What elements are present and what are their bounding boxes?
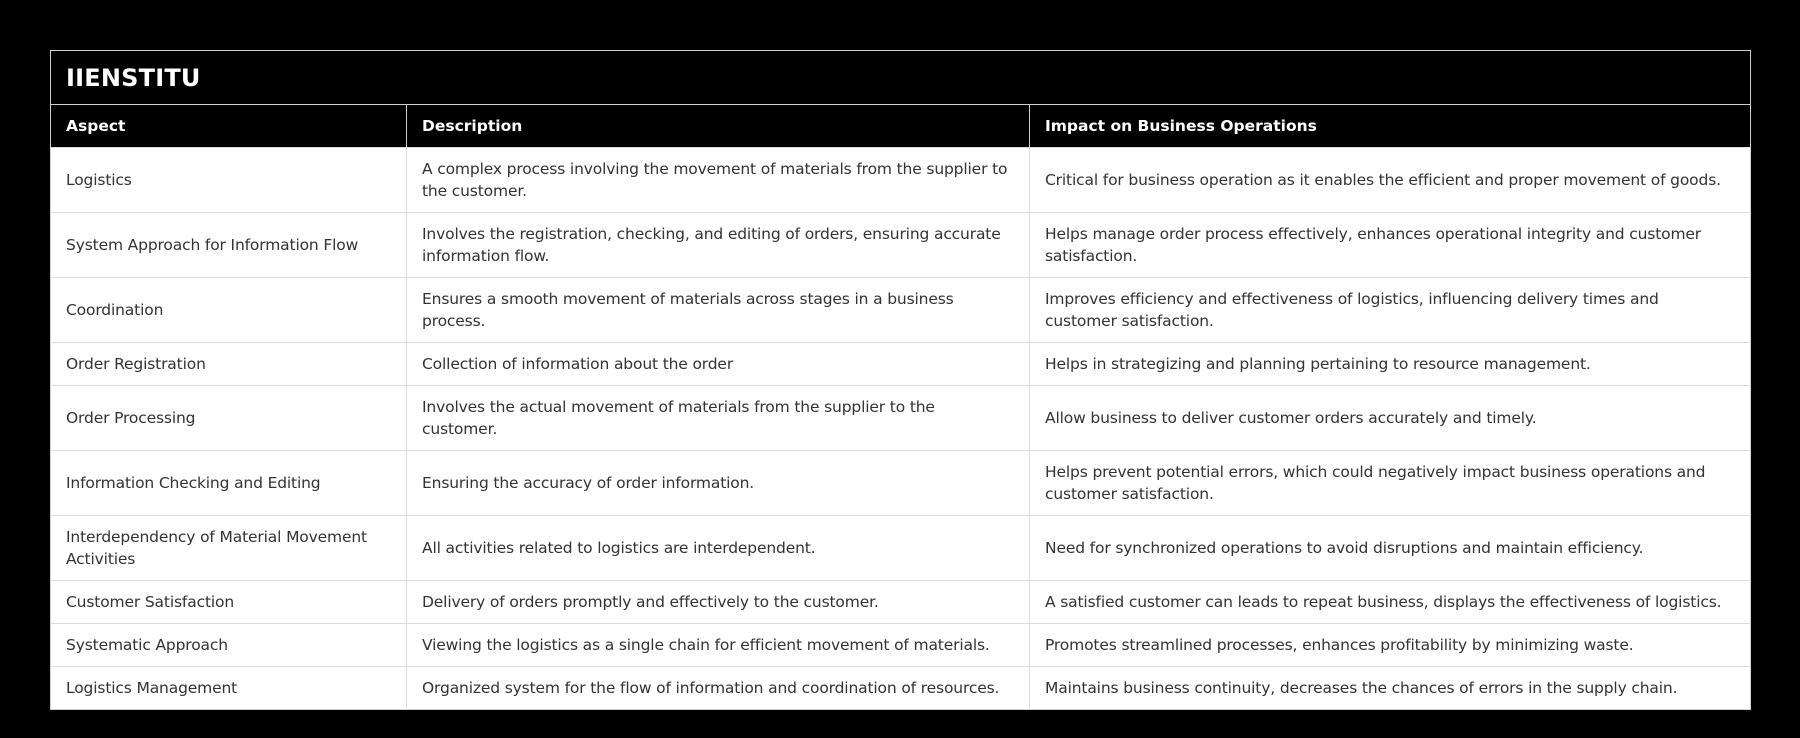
cell-description: Ensures a smooth movement of materials across stages in a business process. [407,278,1030,343]
cell-aspect: Order Processing [51,386,407,451]
cell-impact: Need for synchronized operations to avoid disruptions and maintain efficiency. [1030,516,1751,581]
cell-aspect: Logistics Management [51,667,407,710]
table-title: IIENSTITU [51,51,1751,105]
column-header-impact: Impact on Business Operations [1030,105,1751,148]
cell-description: All activities related to logistics are interdependent. [407,516,1030,581]
table-row [51,278,1751,343]
table-row [51,667,1751,710]
cell-aspect: Order Registration [51,343,407,386]
cell-aspect: Coordination [51,278,407,343]
cell-aspect: Logistics [51,148,407,213]
table-row [51,213,1751,278]
table-row [51,624,1751,667]
table-title-row [51,51,1751,105]
table-row [51,516,1751,581]
table-container [50,50,1750,710]
cell-impact: Helps manage order process effectively, enhances operational integrity and customer satisfaction. [1030,213,1751,278]
cell-description: Delivery of orders promptly and effectively to the customer. [407,581,1030,624]
cell-description: Involves the registration, checking, and editing of orders, ensuring accurate information flow. [407,213,1030,278]
cell-description: A complex process involving the movement of materials from the supplier to the customer. [407,148,1030,213]
cell-aspect: System Approach for Information Flow [51,213,407,278]
cell-aspect: Systematic Approach [51,624,407,667]
table-header-row [51,105,1751,148]
logistics-aspects-table [50,50,1751,710]
cell-description: Ensuring the accuracy of order information. [407,451,1030,516]
cell-impact: A satisfied customer can leads to repeat business, displays the effectiveness of logistics. [1030,581,1751,624]
cell-description: Involves the actual movement of materials from the supplier to the customer. [407,386,1030,451]
table-row [51,343,1751,386]
column-header-description: Description [407,105,1030,148]
cell-impact: Critical for business operation as it enables the efficient and proper movement of goods. [1030,148,1751,213]
table-row [51,148,1751,213]
cell-impact: Maintains business continuity, decreases the chances of errors in the supply chain. [1030,667,1751,710]
cell-aspect: Customer Satisfaction [51,581,407,624]
cell-description: Collection of information about the order [407,343,1030,386]
cell-aspect: Information Checking and Editing [51,451,407,516]
cell-impact: Helps prevent potential errors, which could negatively impact business operations and customer satisfaction. [1030,451,1751,516]
cell-impact: Improves efficiency and effectiveness of logistics, influencing delivery times and customer satisfaction. [1030,278,1751,343]
cell-impact: Helps in strategizing and planning pertaining to resource management. [1030,343,1751,386]
cell-impact: Promotes streamlined processes, enhances profitability by minimizing waste. [1030,624,1751,667]
cell-description: Viewing the logistics as a single chain for efficient movement of materials. [407,624,1030,667]
table-row [51,581,1751,624]
cell-description: Organized system for the flow of information and coordination of resources. [407,667,1030,710]
cell-impact: Allow business to deliver customer orders accurately and timely. [1030,386,1751,451]
table-row [51,451,1751,516]
column-header-aspect: Aspect [51,105,407,148]
table-row [51,386,1751,451]
cell-aspect: Interdependency of Material Movement Activities [51,516,407,581]
